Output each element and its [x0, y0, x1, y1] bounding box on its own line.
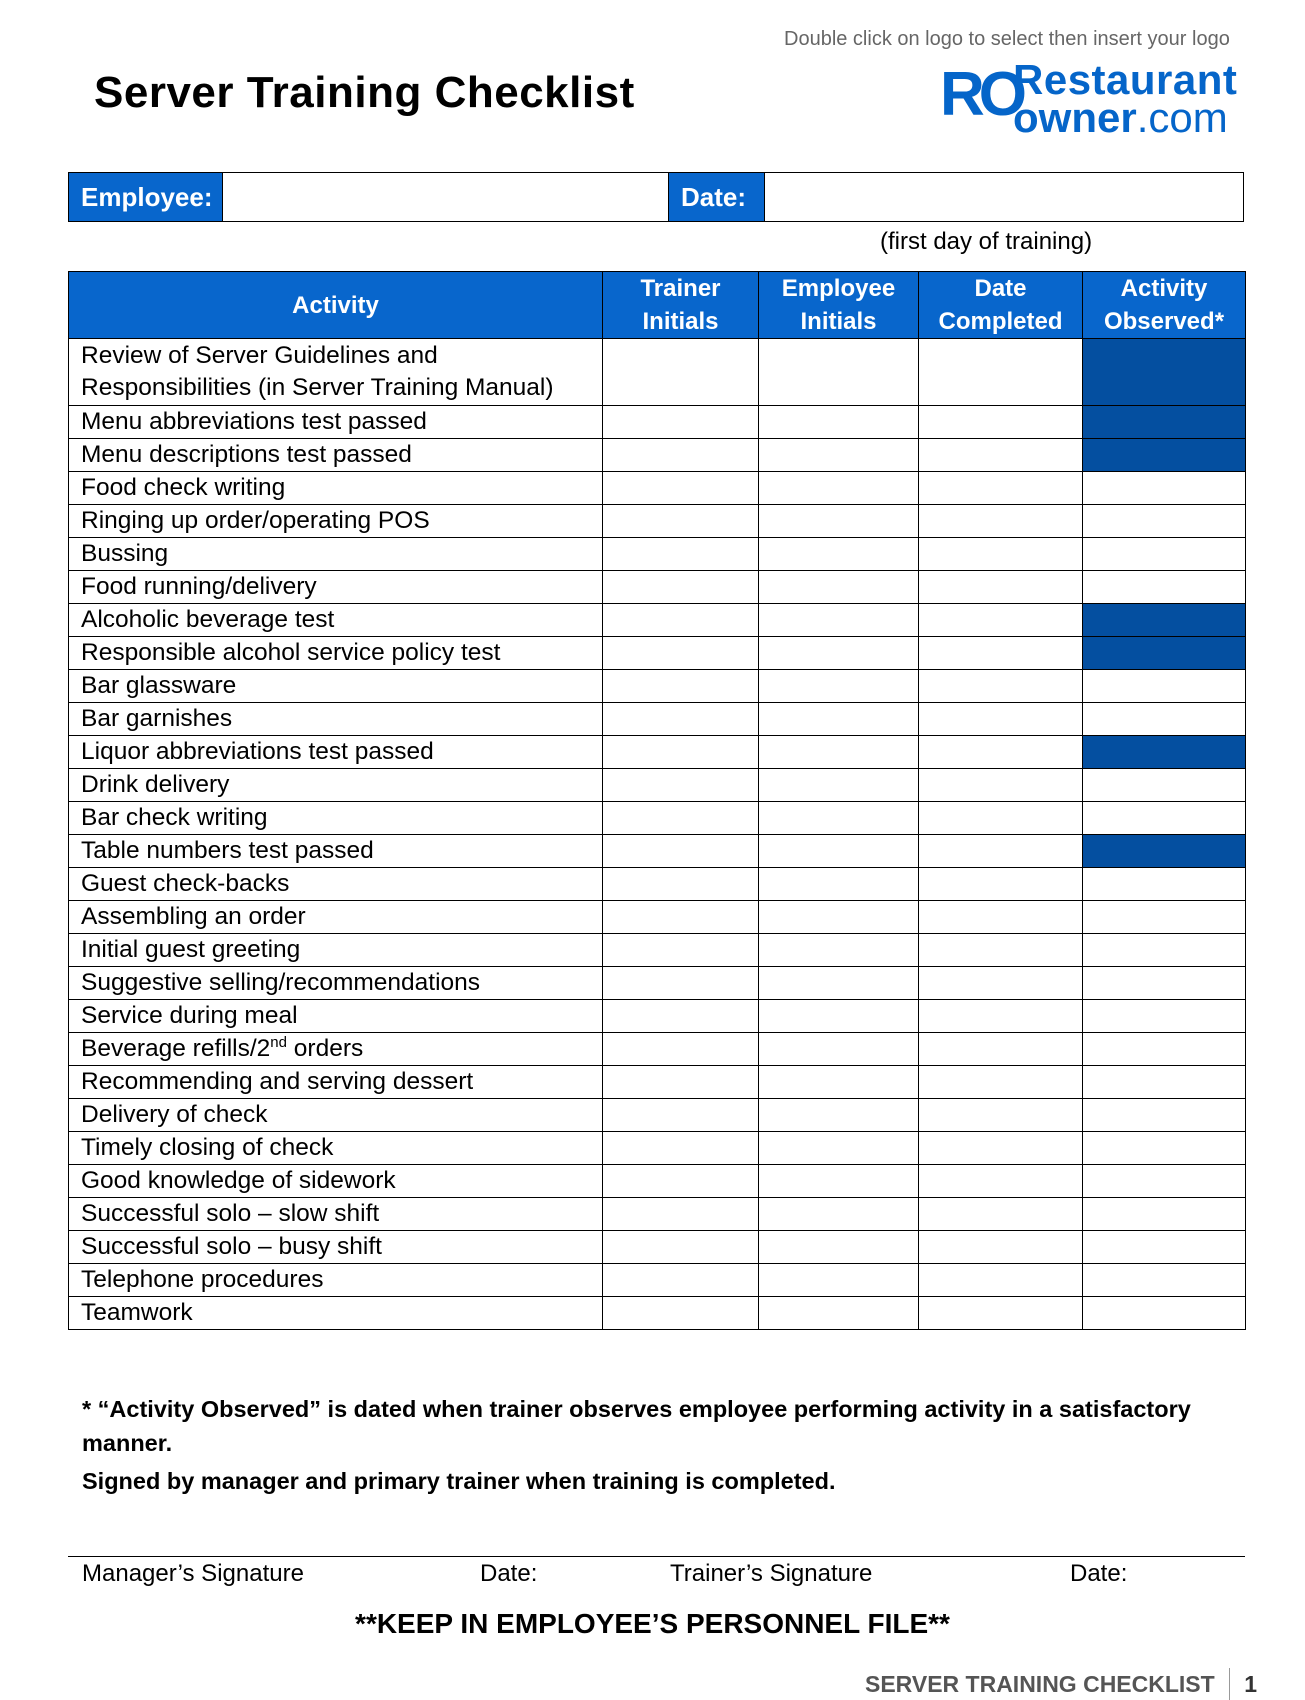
- activity-observed-cell[interactable]: [1083, 1000, 1246, 1033]
- trainer-signature-label: Trainer’s Signature: [670, 1560, 873, 1587]
- activity-observed-cell[interactable]: [1083, 505, 1246, 538]
- trainer-initials-cell[interactable]: [603, 1033, 759, 1066]
- signature-line: [68, 1556, 1245, 1557]
- date-completed-cell[interactable]: [919, 802, 1083, 835]
- activity-text: Ringing up order/operating POS: [81, 507, 430, 534]
- date-completed-cell[interactable]: [919, 1132, 1083, 1165]
- employee-initials-cell[interactable]: [759, 901, 919, 934]
- activity-cell: [69, 901, 603, 934]
- activity-text: Service during meal: [81, 1002, 298, 1029]
- trainer-initials-cell[interactable]: [603, 1066, 759, 1099]
- date-completed-cell[interactable]: [919, 1165, 1083, 1198]
- activity-observed-cell: [1083, 406, 1246, 439]
- date-completed-cell[interactable]: [919, 1297, 1083, 1330]
- table-row: [69, 637, 1246, 670]
- table-row: [69, 934, 1246, 967]
- activity-text: Teamwork: [81, 1299, 193, 1326]
- date-completed-cell[interactable]: [919, 670, 1083, 703]
- table-row: [69, 406, 1246, 439]
- activity-observed-cell: [1083, 439, 1246, 472]
- employee-field[interactable]: [222, 173, 669, 221]
- employee-initials-cell[interactable]: [759, 505, 919, 538]
- activity-text-suffix: orders: [286, 1035, 364, 1062]
- trainer-initials-cell[interactable]: [603, 1099, 759, 1132]
- activity-cell: [69, 835, 603, 868]
- manager-signature-label: Manager’s Signature: [82, 1560, 304, 1587]
- activity-observed-cell[interactable]: [1083, 1231, 1246, 1264]
- trainer-initials-cell[interactable]: [603, 1165, 759, 1198]
- activity-text: Bar garnishes: [81, 705, 233, 732]
- trainer-initials-cell[interactable]: [603, 802, 759, 835]
- date-completed-cell[interactable]: [919, 339, 1083, 406]
- table-row: [69, 703, 1246, 736]
- activity-text: Successful solo – slow shift: [81, 1200, 380, 1227]
- date-completed-cell[interactable]: [919, 736, 1083, 769]
- col-header-trainer-initials: Trainer Initials: [603, 272, 759, 339]
- date-completed-cell[interactable]: [919, 967, 1083, 1000]
- activity-cell: [69, 736, 603, 769]
- activity-observed-cell: [1083, 339, 1246, 406]
- activity-text: Beverage refills/2: [81, 1035, 271, 1062]
- employee-initials-cell[interactable]: [759, 1231, 919, 1264]
- date-completed-cell[interactable]: [919, 769, 1083, 802]
- activity-observed-cell: [1083, 736, 1246, 769]
- table-row: [69, 1033, 1246, 1066]
- activity-text: Delivery of check: [81, 1101, 268, 1128]
- employee-initials-cell[interactable]: [759, 472, 919, 505]
- activity-observed-cell[interactable]: [1083, 1198, 1246, 1231]
- activity-text-line: Responsibilities (in Server Training Manual): [81, 374, 554, 401]
- table-row: [69, 1198, 1246, 1231]
- activity-observed-cell: [1083, 637, 1246, 670]
- employee-initials-cell[interactable]: [759, 868, 919, 901]
- activity-text: Food check writing: [81, 474, 286, 501]
- trainer-initials-cell[interactable]: [603, 637, 759, 670]
- activity-text: Responsible alcohol service policy test: [81, 639, 501, 666]
- activity-observed-cell[interactable]: [1083, 670, 1246, 703]
- table-row: [69, 571, 1246, 604]
- restaurant-owner-logo[interactable]: [940, 56, 1238, 141]
- activity-cell: [69, 769, 603, 802]
- signed-note: Signed by manager and primary trainer when training is completed.: [82, 1468, 836, 1494]
- activity-observed-cell[interactable]: [1083, 1099, 1246, 1132]
- employee-initials-cell[interactable]: [759, 1132, 919, 1165]
- activity-text: Alcoholic beverage test: [81, 606, 335, 633]
- table-row: [69, 736, 1246, 769]
- activity-observed-cell[interactable]: [1083, 1066, 1246, 1099]
- page-title: Server Training Checklist: [94, 68, 635, 117]
- activity-observed-cell: [1083, 835, 1246, 868]
- activity-cell: [69, 1297, 603, 1330]
- date-completed-cell[interactable]: [919, 538, 1083, 571]
- table-row: [69, 1132, 1246, 1165]
- logo-line2-bold: owner: [1013, 94, 1137, 141]
- page-number: 1: [1244, 1670, 1257, 1697]
- col-header-employee-initials: Employee Initials: [759, 272, 919, 339]
- trainer-initials-cell[interactable]: [603, 736, 759, 769]
- date-completed-cell[interactable]: [919, 868, 1083, 901]
- employee-initials-cell[interactable]: [759, 967, 919, 1000]
- activity-text: Suggestive selling/recommendations: [81, 969, 481, 996]
- activity-text: Food running/delivery: [81, 573, 317, 600]
- manager-date-label: Date:: [480, 1560, 538, 1587]
- page-footer: [865, 1668, 1257, 1700]
- trainer-initials-cell[interactable]: [603, 835, 759, 868]
- footnote: * “Activity Observed” is dated when trainer observes employee performing activity in a satisfactory manner.: [82, 1396, 1191, 1456]
- activity-cell: [69, 1165, 603, 1198]
- trainer-initials-cell[interactable]: [603, 1198, 759, 1231]
- table-row: [69, 604, 1246, 637]
- date-completed-cell[interactable]: [919, 1033, 1083, 1066]
- employee-initials-cell[interactable]: [759, 1099, 919, 1132]
- employee-label: Employee:: [69, 173, 222, 221]
- table-row: [69, 901, 1246, 934]
- date-completed-cell[interactable]: [919, 901, 1083, 934]
- trainer-initials-cell[interactable]: [603, 406, 759, 439]
- logo-line2: [1013, 96, 1228, 140]
- employee-initials-cell[interactable]: [759, 670, 919, 703]
- trainer-initials-cell[interactable]: [603, 1264, 759, 1297]
- employee-initials-cell[interactable]: [759, 1033, 919, 1066]
- trainer-initials-cell[interactable]: [603, 901, 759, 934]
- activity-cell: [69, 339, 603, 406]
- date-completed-cell[interactable]: [919, 835, 1083, 868]
- date-completed-cell[interactable]: [919, 439, 1083, 472]
- table-header-row: [69, 272, 1246, 339]
- date-completed-cell[interactable]: [919, 1099, 1083, 1132]
- table-row: [69, 1099, 1246, 1132]
- footer-divider: [1229, 1668, 1231, 1700]
- employee-initials-cell[interactable]: [759, 1066, 919, 1099]
- date-completed-cell[interactable]: [919, 637, 1083, 670]
- activity-observed-cell[interactable]: [1083, 538, 1246, 571]
- date-completed-cell[interactable]: [919, 406, 1083, 439]
- date-field[interactable]: [764, 173, 1243, 221]
- employee-initials-cell[interactable]: [759, 835, 919, 868]
- employee-initials-cell[interactable]: [759, 637, 919, 670]
- activity-text: Timely closing of check: [81, 1134, 334, 1161]
- logo-hint: Double click on logo to select then insert your logo: [784, 28, 1230, 50]
- activity-observed-cell: [1083, 604, 1246, 637]
- date-completed-cell[interactable]: [919, 1231, 1083, 1264]
- activity-text: Good knowledge of sidework: [81, 1167, 396, 1194]
- activity-cell: [69, 472, 603, 505]
- date-completed-cell[interactable]: [919, 505, 1083, 538]
- activity-observed-cell[interactable]: [1083, 967, 1246, 1000]
- activity-cell: [69, 1231, 603, 1264]
- activity-cell: [69, 1264, 603, 1297]
- trainer-initials-cell[interactable]: [603, 472, 759, 505]
- employee-initials-cell[interactable]: [759, 604, 919, 637]
- date-label: Date:: [669, 173, 764, 221]
- table-row: [69, 1165, 1246, 1198]
- employee-initials-cell[interactable]: [759, 339, 919, 406]
- activity-cell: [69, 967, 603, 1000]
- table-row: [69, 769, 1246, 802]
- activity-cell: [69, 604, 603, 637]
- trainer-initials-cell[interactable]: [603, 769, 759, 802]
- activity-text-sup: nd: [270, 1033, 287, 1051]
- employee-initials-cell[interactable]: [759, 1264, 919, 1297]
- activity-observed-cell[interactable]: [1083, 703, 1246, 736]
- employee-initials-cell[interactable]: [759, 1000, 919, 1033]
- activity-text: Menu abbreviations test passed: [81, 408, 427, 435]
- activity-cell: [69, 1099, 603, 1132]
- trainer-initials-cell[interactable]: [603, 538, 759, 571]
- date-completed-cell[interactable]: [919, 1066, 1083, 1099]
- table-row: [69, 439, 1246, 472]
- employee-initials-cell[interactable]: [759, 1165, 919, 1198]
- table-row: [69, 505, 1246, 538]
- trainer-initials-cell[interactable]: [603, 1231, 759, 1264]
- activity-text: Telephone procedures: [81, 1266, 324, 1293]
- trainer-initials-cell[interactable]: [603, 1132, 759, 1165]
- activity-cell: [69, 1066, 603, 1099]
- table-row: [69, 802, 1246, 835]
- activity-observed-cell[interactable]: [1083, 472, 1246, 505]
- date-completed-cell[interactable]: [919, 472, 1083, 505]
- activity-cell: [69, 868, 603, 901]
- trainer-initials-cell[interactable]: [603, 934, 759, 967]
- trainer-date-label: Date:: [1070, 1560, 1128, 1587]
- trainer-initials-cell[interactable]: [603, 670, 759, 703]
- employee-initials-cell[interactable]: [759, 1198, 919, 1231]
- date-completed-cell[interactable]: [919, 1198, 1083, 1231]
- table-row: [69, 1000, 1246, 1033]
- activity-cell: [69, 637, 603, 670]
- table-row: [69, 670, 1246, 703]
- employee-date-box: [68, 172, 1244, 222]
- activity-text: Liquor abbreviations test passed: [81, 738, 434, 765]
- logo-mark-icon: RO: [940, 60, 1021, 129]
- activity-cell: [69, 439, 603, 472]
- table-row: [69, 1297, 1246, 1330]
- table-row: [69, 538, 1246, 571]
- activity-cell: [69, 406, 603, 439]
- table-row: [69, 835, 1246, 868]
- activity-text-line: Review of Server Guidelines and: [81, 342, 438, 369]
- employee-initials-cell[interactable]: [759, 439, 919, 472]
- activity-text: Successful solo – busy shift: [81, 1233, 382, 1260]
- activity-cell: [69, 802, 603, 835]
- activity-text: Recommending and serving dessert: [81, 1068, 474, 1095]
- col-header-activity: Activity: [69, 272, 603, 339]
- employee-initials-cell[interactable]: [759, 571, 919, 604]
- activity-cell: [69, 1000, 603, 1033]
- col-header-activity-observed: Activity Observed*: [1083, 272, 1246, 339]
- activity-observed-cell[interactable]: [1083, 1165, 1246, 1198]
- activity-observed-cell[interactable]: [1083, 802, 1246, 835]
- trainer-initials-cell[interactable]: [603, 967, 759, 1000]
- activity-text: Initial guest greeting: [81, 936, 301, 963]
- employee-initials-cell[interactable]: [759, 769, 919, 802]
- activity-observed-cell[interactable]: [1083, 769, 1246, 802]
- training-checklist-table: [68, 271, 1246, 1330]
- col-header-date-completed: Date Completed: [919, 272, 1083, 339]
- activity-text: Guest check-backs: [81, 870, 290, 897]
- activity-observed-cell[interactable]: [1083, 1132, 1246, 1165]
- date-completed-cell[interactable]: [919, 604, 1083, 637]
- trainer-initials-cell[interactable]: [603, 505, 759, 538]
- activity-text: Drink delivery: [81, 771, 230, 798]
- date-note: (first day of training): [880, 228, 1093, 255]
- activity-observed-cell[interactable]: [1083, 1297, 1246, 1330]
- table-row: [69, 1264, 1246, 1297]
- date-completed-cell[interactable]: [919, 703, 1083, 736]
- activity-cell: [69, 1132, 603, 1165]
- activity-cell: [69, 934, 603, 967]
- activity-observed-cell[interactable]: [1083, 1264, 1246, 1297]
- activity-observed-cell[interactable]: [1083, 901, 1246, 934]
- activity-text: Bussing: [81, 540, 169, 567]
- date-completed-cell[interactable]: [919, 1264, 1083, 1297]
- activity-text: Table numbers test passed: [81, 837, 374, 864]
- activity-text: Bar glassware: [81, 672, 237, 699]
- table-row: [69, 1066, 1246, 1099]
- employee-initials-cell[interactable]: [759, 406, 919, 439]
- activity-observed-cell[interactable]: [1083, 571, 1246, 604]
- activity-text: Bar check writing: [81, 804, 268, 831]
- date-completed-cell[interactable]: [919, 571, 1083, 604]
- trainer-initials-cell[interactable]: [603, 571, 759, 604]
- employee-initials-cell[interactable]: [759, 736, 919, 769]
- table-row: [69, 1231, 1246, 1264]
- employee-initials-cell[interactable]: [759, 1297, 919, 1330]
- employee-initials-cell[interactable]: [759, 703, 919, 736]
- employee-initials-cell[interactable]: [759, 538, 919, 571]
- date-completed-cell[interactable]: [919, 1000, 1083, 1033]
- employee-initials-cell[interactable]: [759, 802, 919, 835]
- activity-cell: [69, 1033, 603, 1066]
- table-row: [69, 339, 1246, 406]
- activity-cell: [69, 1198, 603, 1231]
- keep-in-file-note: **KEEP IN EMPLOYEE’S PERSONNEL FILE**: [355, 1608, 950, 1639]
- activity-cell: [69, 538, 603, 571]
- trainer-initials-cell[interactable]: [603, 439, 759, 472]
- employee-initials-cell[interactable]: [759, 934, 919, 967]
- activity-observed-cell[interactable]: [1083, 868, 1246, 901]
- table-row: [69, 967, 1246, 1000]
- trainer-initials-cell[interactable]: [603, 339, 759, 406]
- table-row: [69, 472, 1246, 505]
- logo-line2-rest: .com: [1136, 94, 1228, 141]
- trainer-initials-cell[interactable]: [603, 1297, 759, 1330]
- trainer-initials-cell[interactable]: [603, 703, 759, 736]
- trainer-initials-cell[interactable]: [603, 868, 759, 901]
- logo-line1: Restaurant: [1013, 56, 1238, 103]
- activity-cell: [69, 571, 603, 604]
- trainer-initials-cell[interactable]: [603, 604, 759, 637]
- activity-cell: [69, 670, 603, 703]
- footer-title: SERVER TRAINING CHECKLIST: [864, 1670, 1215, 1697]
- activity-cell: [69, 505, 603, 538]
- activity-text: Assembling an order: [81, 903, 306, 930]
- activity-observed-cell[interactable]: [1083, 934, 1246, 967]
- activity-text: Menu descriptions test passed: [81, 441, 412, 468]
- activity-cell: [69, 703, 603, 736]
- table-row: [69, 868, 1246, 901]
- activity-observed-cell[interactable]: [1083, 1033, 1246, 1066]
- date-completed-cell[interactable]: [919, 934, 1083, 967]
- trainer-initials-cell[interactable]: [603, 1000, 759, 1033]
